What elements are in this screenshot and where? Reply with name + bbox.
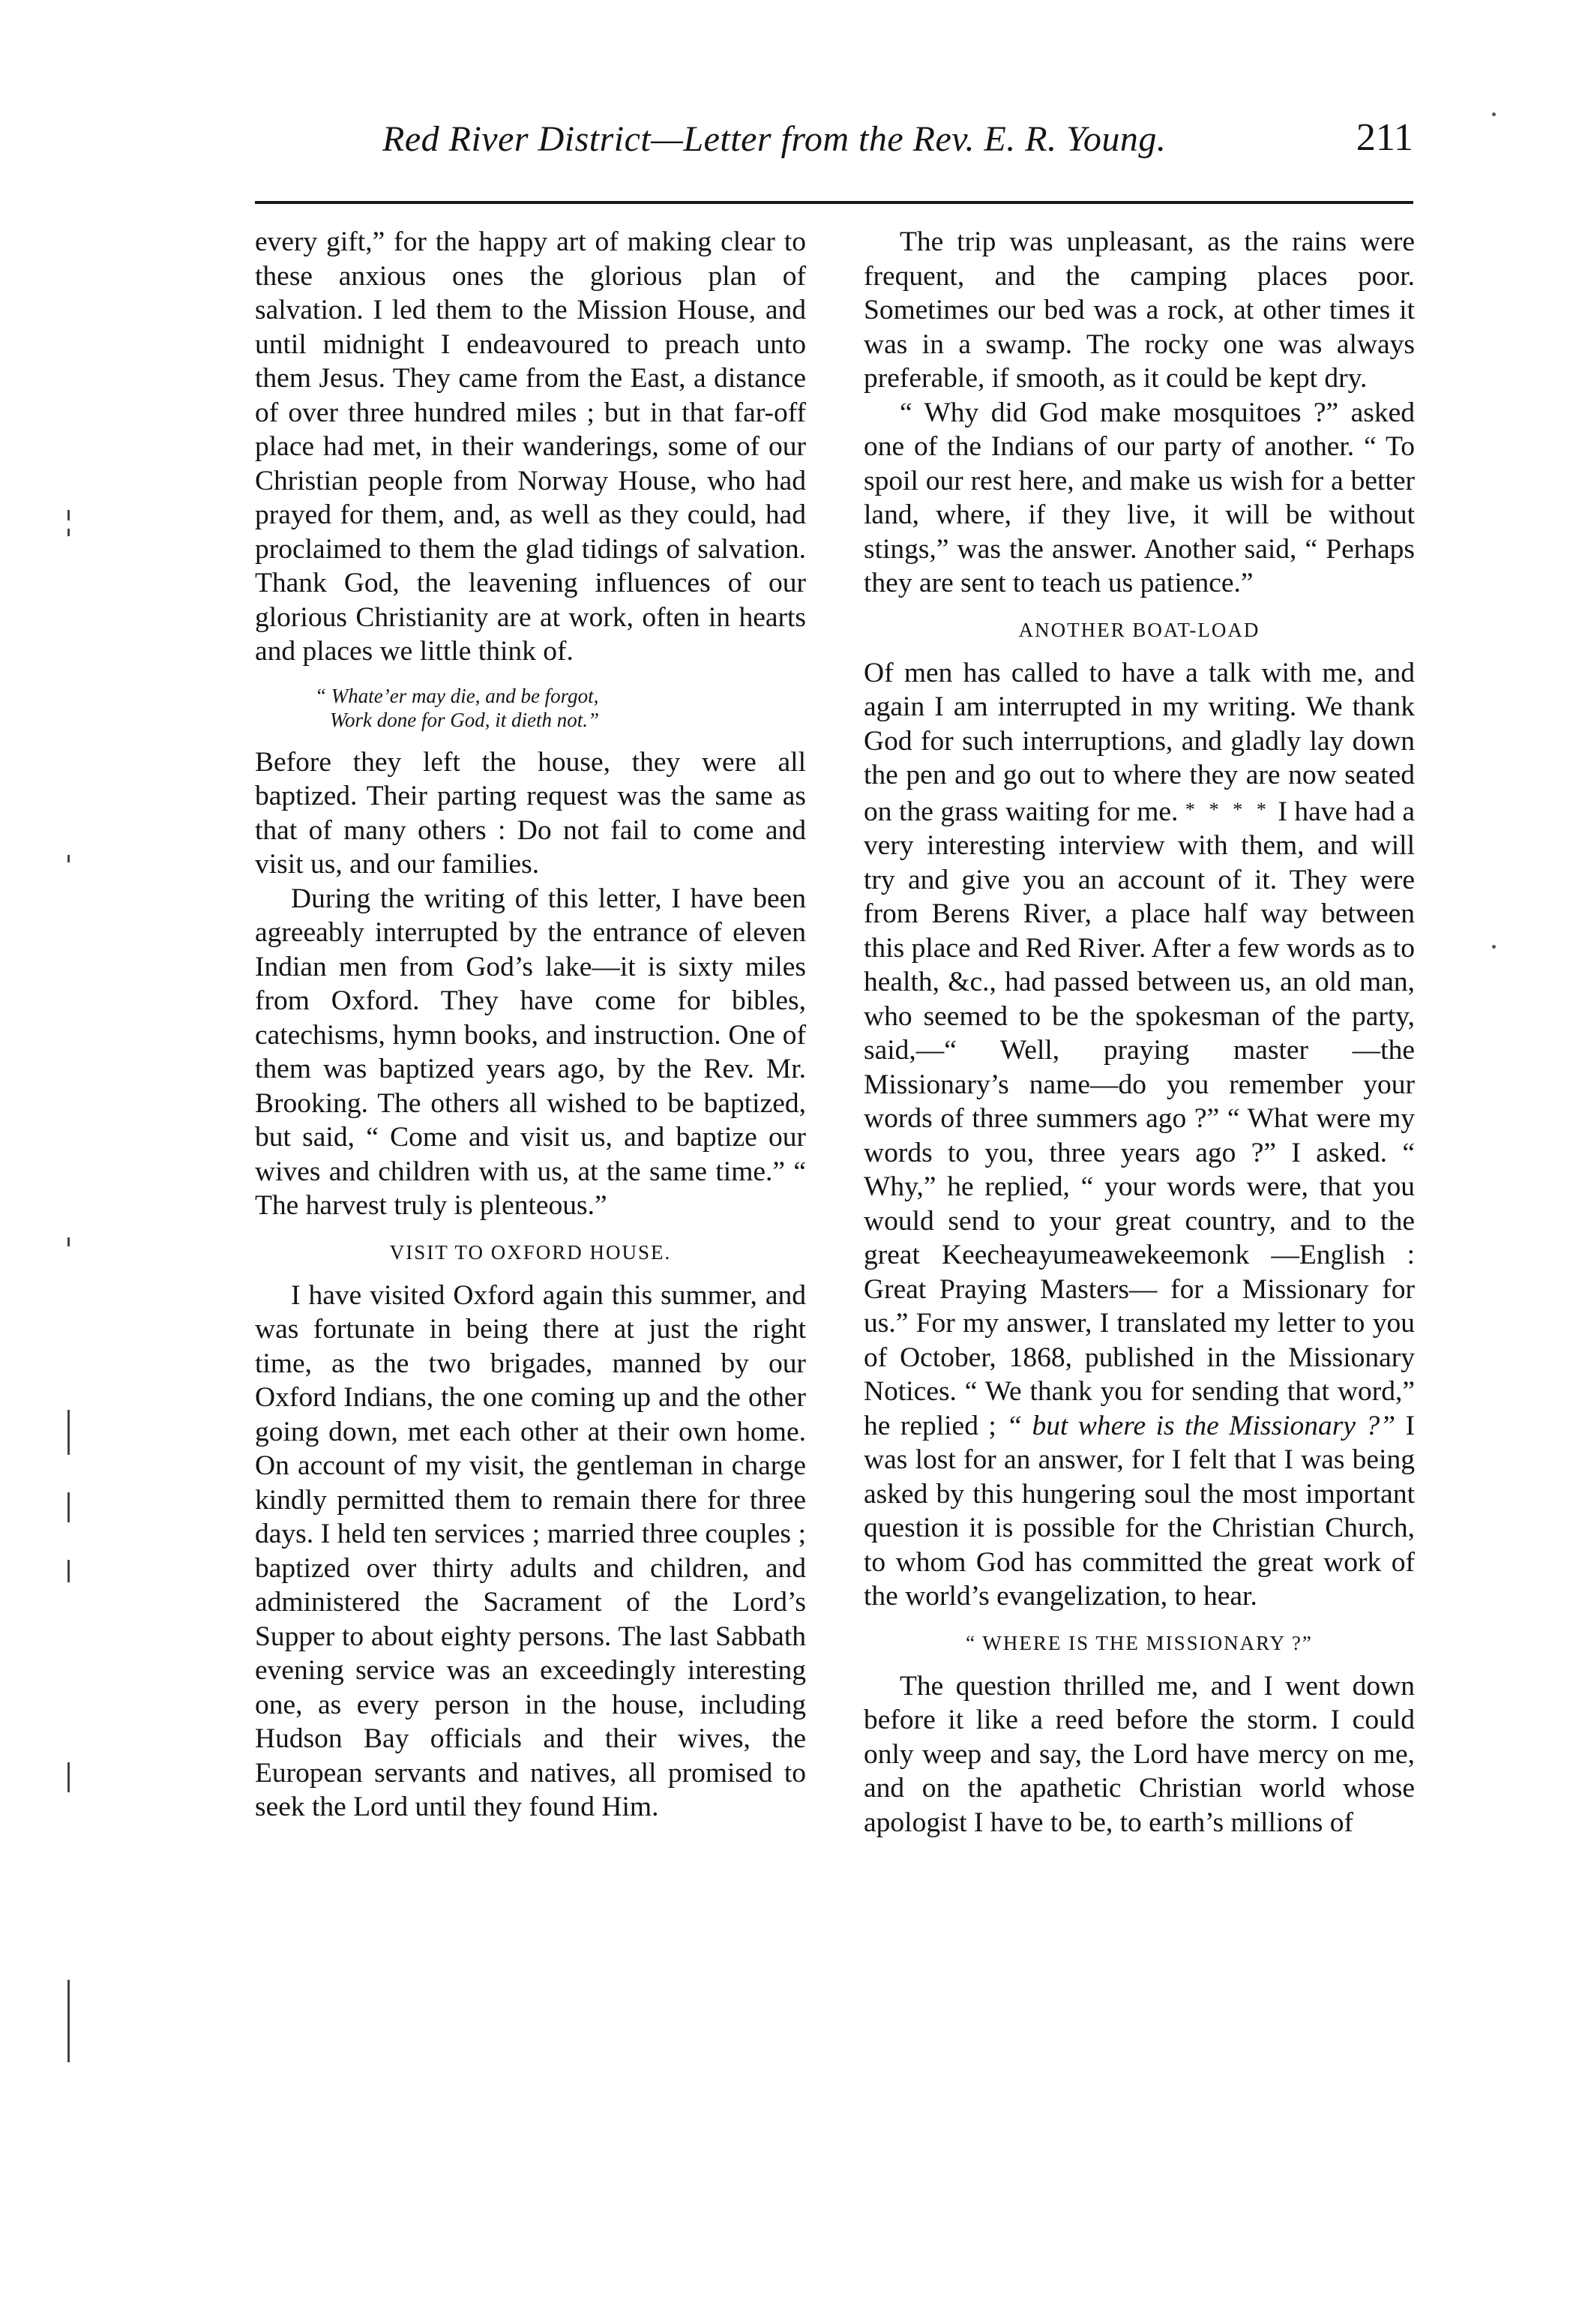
verse-line: “ Whate’er may die, and be forgot, bbox=[315, 684, 599, 707]
margin-mark bbox=[67, 1492, 70, 1522]
paragraph: The question thrilled me, and I went down before it like a reed before the storm. I could only weep and say, the Lord have mercy on me, and on the apathetic Christian world whose apologist I have to be, to earth’s millions of bbox=[864, 1670, 1415, 1838]
margin-mark bbox=[67, 855, 70, 862]
page-header bbox=[255, 112, 1413, 172]
left-column bbox=[255, 225, 806, 1825]
paragraph-text: I have had a very interesting interview with them, and will try and give you an account of it. They were from Berens River, a place half way between this place and Red River. After a few words as to health, &c., had passed between us, an old man, who seemed to be the spokesman of the party, said,—“ Well, praying master —the Missionary’s name—do you remember your words of three summers ago ?” “ What were my words to you, three years ago ?” I asked. “ Why,” he replied, “ your words were, that you would send to your great country, and to the great Keecheayumeawekeemonk —English : Great Praying Masters— for a Missionary for us.” For my answer, I translated my letter to you of October, 1868, published in the Missionary Notices. “ We thank you for sending that word,” he replied ; bbox=[864, 796, 1416, 1441]
verse-line: Work done for God, it dieth not.” bbox=[330, 708, 600, 731]
margin-dot bbox=[1492, 945, 1496, 949]
verse-quote bbox=[255, 684, 806, 732]
margin-mark bbox=[67, 529, 70, 536]
asterisk-break: * * * * bbox=[1185, 798, 1271, 820]
margin-mark bbox=[67, 1762, 70, 1792]
paragraph bbox=[864, 656, 1415, 1614]
paragraph: Before they left the house, they were all baptized. Their parting request was the same as that of many others : Do not fail to come and visit us, and our families. bbox=[255, 746, 806, 880]
paragraph-text: I was lost for an answer, for I felt that I was being asked by this hungering soul the most important question it is possible for the Christian Church, to whom God has committed the great work of the world’s evangelization, to hear. bbox=[864, 1410, 1415, 1612]
paragraph: every gift,” for the happy art of making clear to these anxious ones the glorious plan of salvation. I led them to the Mission House, and until midnight I endeavoured to preach unto them Jesus. They came from the East, a distance of over three hundred miles ; but in that far-off place had met, in their wanderings, some of our Christian people from Norway House, who had prayed for them, and, as well as they could, had proclaimed to them the glad tidings of salvation. Thank God, the leavening influences of our glorious Christianity are at work, often in hearts and places we little think of. bbox=[255, 226, 806, 667]
paragraph: The trip was unpleasant, as the rains were frequent, and the camping places poor. Sometimes our bed was a rock, at other times it was in a swamp. The rocky one was always preferable, if smooth, as it could be kept dry. bbox=[864, 226, 1415, 394]
margin-mark bbox=[67, 1410, 70, 1455]
section-heading: “ WHERE IS THE MISSIONARY ?” bbox=[966, 1631, 1313, 1654]
page-number: 211 bbox=[1356, 116, 1413, 159]
right-column bbox=[864, 225, 1415, 1840]
running-title: Red River District—Letter from the Rev. E. R. Young. bbox=[382, 119, 1167, 159]
italic-quote: “ but where is the Missionary ?” bbox=[1006, 1410, 1396, 1441]
margin-dot bbox=[1492, 112, 1496, 116]
paragraph: I have visited Oxford again this summer, and was fortunate in being there at just the right time, as the two brigades, manned by our Oxford Indians, the one coming up and the other going down, met each other at their own home. On account of my visit, the gentleman in charge kindly permitted them to remain there for three days. I held ten services ; married three couples ; baptized over thirty adults and children, and administered the Sacrament of the Lord’s Supper to about eighty persons. The last Sabbath evening service was an exceedingly interesting one, as every person in the house, including Hudson Bay officials and their wives, the European servants and natives, all promised to seek the Lord until they found Him. bbox=[255, 1279, 806, 1822]
margin-mark bbox=[67, 1980, 70, 2062]
section-heading: VISIT TO OXFORD HOUSE. bbox=[389, 1240, 672, 1264]
margin-mark bbox=[67, 1560, 70, 1582]
paragraph: During the writing of this letter, I have been agreeably interrupted by the entrance of eleven Indian men from God’s lake—it is sixty miles from Oxford. They have come for bibles, catechisms, hymn books, and instruction. One of them was baptized years ago, by the Rev. Mr. Brooking. The others all wished to be baptized, but said, “ Come and visit us, and baptize our wives and children with us, at the same time.” “ The harvest truly is plenteous.” bbox=[255, 883, 806, 1221]
section-heading: ANOTHER BOAT-LOAD bbox=[1018, 618, 1260, 641]
paragraph: “ Why did God make mosquitoes ?” asked one of the Indians of our party of another. “ To spoil our rest here, and make us wish for a better land, where, if they live, it will be without stings,” was the answer. Another said, “ Perhaps they are sent to teach us patience.” bbox=[864, 397, 1415, 598]
paragraph-text: Of men has called to have a talk with me, and again I am interrupted in my writing. We thank God for such interruptions, and gladly lay down the pen and go out to where they are now seated on the grass waiting for me. bbox=[864, 657, 1415, 827]
margin-marks bbox=[0, 0, 90, 2324]
header-rule bbox=[255, 201, 1413, 204]
margin-mark bbox=[67, 510, 70, 520]
margin-mark bbox=[67, 1237, 70, 1246]
